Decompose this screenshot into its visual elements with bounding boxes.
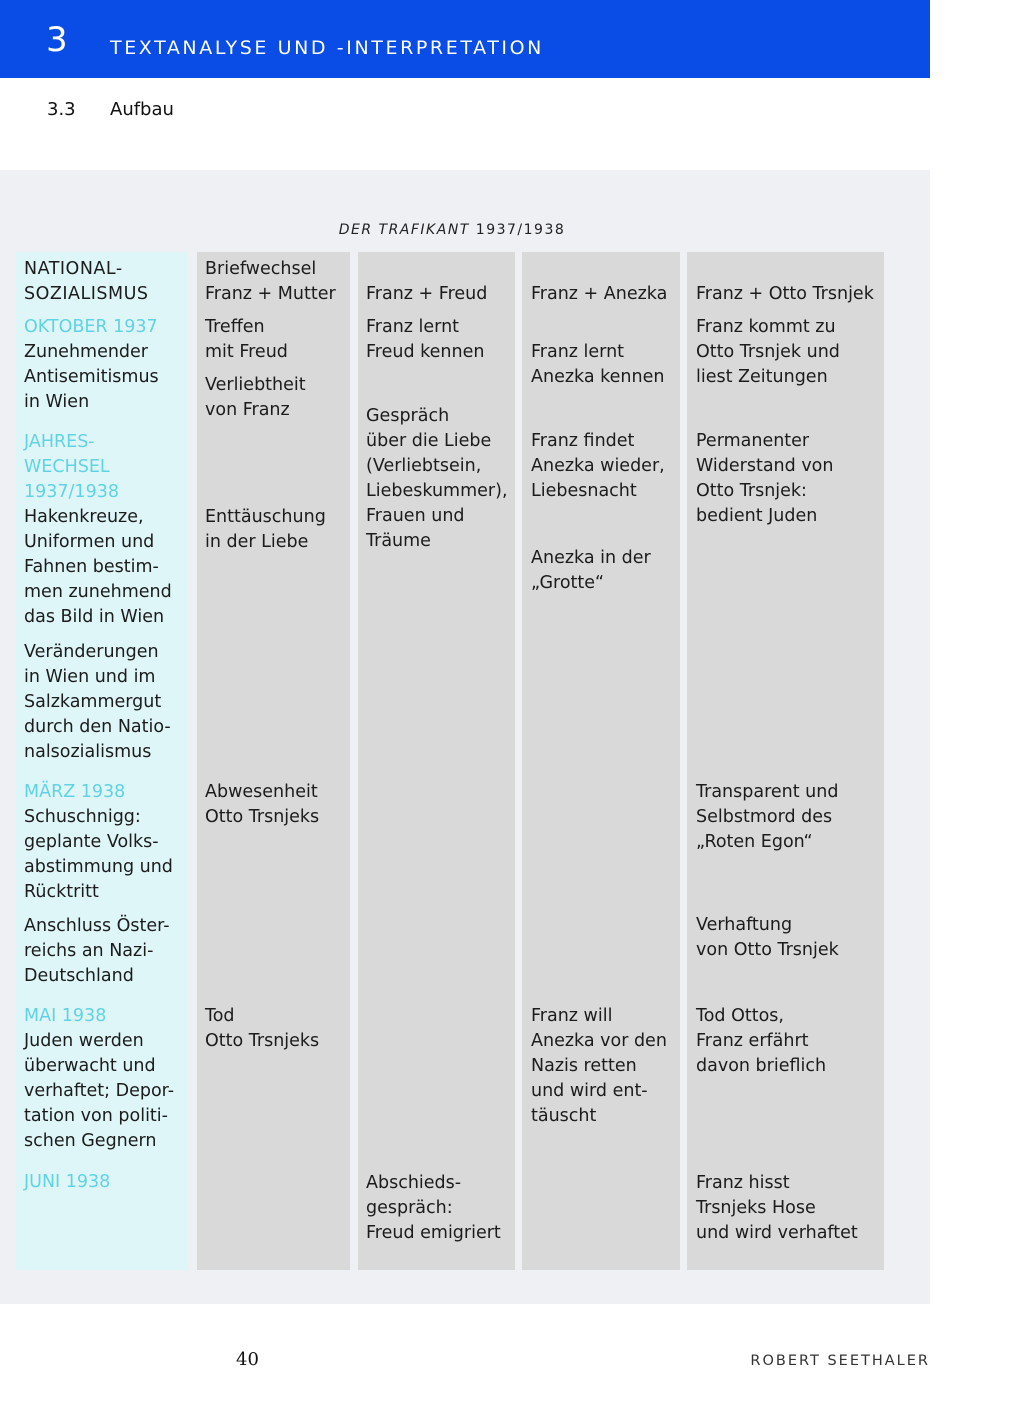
section-number: 3.3	[47, 99, 76, 120]
timeline-heading: NATIONAL- SOZIALISMUS	[24, 259, 149, 304]
otto-event-transparent: Transparent und Selbstmord des „Roten Egon“	[696, 782, 839, 852]
column-otto-heading: Franz + Otto Trsnjek	[696, 284, 874, 304]
table-title-years: 1937/1938	[475, 222, 566, 238]
date-maerz-1938: MÄRZ 1938	[24, 782, 126, 802]
column-freud-heading: Franz + Freud	[366, 284, 488, 304]
event-maerz-1938: Schuschnigg: geplante Volks- abstimmung und Rücktritt	[24, 807, 173, 902]
chapter-number: 3	[46, 20, 68, 60]
event-anschluss: Anschluss Öster- reichs an Nazi- Deutschland	[24, 916, 170, 986]
date-juni-1938: JUNI 1938	[24, 1172, 111, 1192]
column-otto	[687, 252, 884, 1270]
event-mai-1938: Juden werden überwacht und verhaftet; Depor- tation von politi- schen Gegnern	[24, 1031, 175, 1151]
mutter-event-abwesenheit: Abwesenheit Otto Trsnjeks	[205, 782, 320, 827]
table-title	[0, 220, 904, 240]
freud-event-kennenlernen: Franz lernt Freud kennen	[366, 317, 485, 362]
event-veraenderungen: Veränderungen in Wien und im Salzkammergut durch den Natio- nalsozialismus	[24, 642, 171, 762]
otto-event-tod: Tod Ottos, Franz erfährt davon brieflich	[696, 1006, 827, 1076]
otto-event-zeitungen: Franz kommt zu Otto Trsnjek und liest Zeitungen	[696, 317, 840, 387]
event-october-1937: Zunehmender Antisemitismus in Wien	[24, 342, 159, 412]
column-freud	[358, 252, 515, 1270]
table-title-work: DER TRAFIKANT	[338, 222, 470, 238]
otto-event-hose: Franz hisst Trsnjeks Hose und wird verhaftet	[696, 1173, 858, 1243]
footer-author: ROBERT SEETHALER	[750, 1353, 930, 1369]
chapter-title: TEXTANALYSE UND -INTERPRETATION	[110, 37, 544, 59]
column-mutter-heading: Briefwechsel Franz + Mutter	[205, 259, 336, 304]
chapter-header-bar	[0, 0, 930, 78]
date-jahreswechsel: JAHRES- WECHSEL 1937/1938	[24, 432, 119, 502]
section-title: Aufbau	[110, 99, 174, 120]
anezka-event-grotte: Anezka in der „Grotte“	[531, 548, 651, 593]
freud-event-gespraech: Gespräch über die Liebe (Verliebtsein, Liebeskummer), Frauen und Träume	[366, 406, 508, 551]
column-anezka-heading: Franz + Anezka	[531, 284, 668, 304]
otto-event-widerstand: Permanenter Widerstand von Otto Trsnjek: bedient Juden	[696, 431, 834, 526]
event-jahreswechsel: Hakenkreuze, Uniformen und Fahnen bestim- men zunehmend das Bild in Wien	[24, 507, 172, 627]
freud-event-abschied: Abschieds- gespräch: Freud emigriert	[366, 1173, 501, 1243]
date-mai-1938: MAI 1938	[24, 1006, 107, 1026]
column-mutter	[197, 252, 350, 1270]
mutter-event-tod: Tod Otto Trsnjeks	[205, 1006, 320, 1051]
anezka-event-kennenlernen: Franz lernt Anezka kennen	[531, 342, 665, 387]
mutter-event-verliebtheit: Verliebtheit von Franz	[205, 375, 306, 420]
anezka-event-rettung: Franz will Anezka vor den Nazis retten und wird ent- täuscht	[531, 1006, 667, 1126]
otto-event-verhaftung: Verhaftung von Otto Trsnjek	[696, 915, 839, 960]
date-october-1937: OKTOBER 1937	[24, 317, 158, 337]
page-number: 40	[236, 1349, 259, 1370]
column-anezka	[522, 252, 680, 1270]
timeline-column	[15, 252, 187, 1270]
mutter-event-treffen: Treffen mit Freud	[205, 317, 288, 362]
anezka-event-wiederfinden: Franz findet Anezka wieder, Liebesnacht	[531, 431, 665, 501]
mutter-event-enttaeuschung: Enttäuschung in der Liebe	[205, 507, 326, 552]
